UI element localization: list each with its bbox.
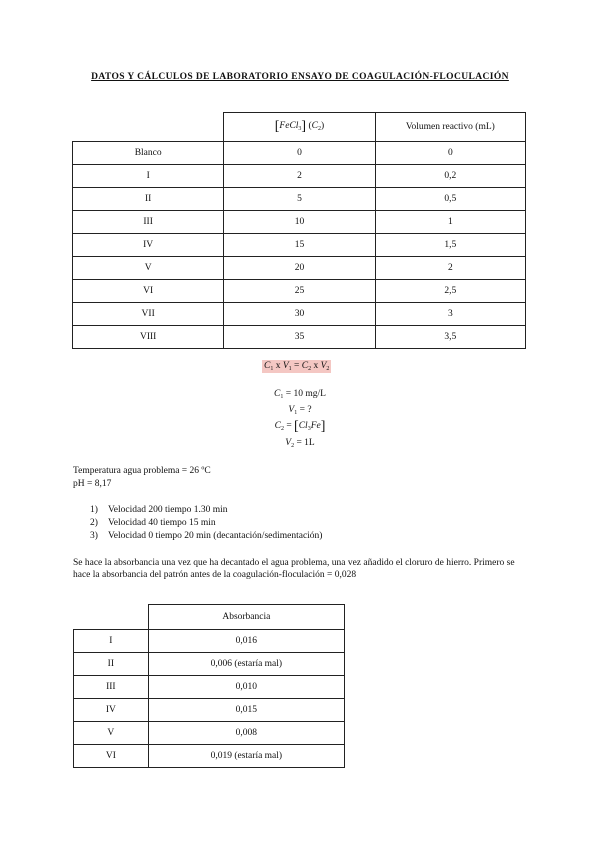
empty-header-cell: [74, 605, 149, 630]
absorbance-cell: 0,016: [148, 630, 344, 653]
sample-label: VII: [73, 303, 224, 326]
volume-cell: 3,5: [375, 326, 525, 349]
sample-label: I: [73, 165, 224, 188]
table-row: [74, 745, 345, 768]
absorbance-cell: 0,006 (estaría mal): [148, 653, 344, 676]
sample-label: Blanco: [73, 142, 224, 165]
table-row: [73, 142, 526, 165]
concentration-cell: 30: [224, 303, 375, 326]
sample-label: IV: [73, 234, 224, 257]
table-row: [74, 630, 345, 653]
sample-label: II: [74, 653, 149, 676]
sample-label: V: [74, 722, 149, 745]
temperature-line: Temperatura agua problema = 26 ºC: [73, 466, 211, 476]
volume-cell: 0,5: [375, 188, 525, 211]
sample-label: III: [73, 211, 224, 234]
table-row: [73, 188, 526, 211]
volume-cell: 2,5: [375, 280, 525, 303]
volume-cell: 3: [375, 303, 525, 326]
list-text: Velocidad 200 tiempo 1.30 min: [108, 505, 228, 515]
table-row: [73, 234, 526, 257]
absorbance-cell: 0,015: [148, 699, 344, 722]
list-text: Velocidad 0 tiempo 20 min (decantación/sedimentación): [108, 531, 323, 541]
concentration-cell: 2: [224, 165, 375, 188]
table-row: [73, 303, 526, 326]
absorbance-cell: 0,019 (estaría mal): [148, 745, 344, 768]
list-item: [90, 517, 216, 529]
table-row: [74, 676, 345, 699]
document-title: DATOS Y CÁLCULOS DE LABORATORIO ENSAYO DE COAGULACIÓN-FLOCULACIÓN: [91, 72, 509, 82]
concentration-cell: 5: [224, 188, 375, 211]
list-number: 2): [90, 518, 98, 528]
concentration-header: [FeCl$_3$] $(C_2)$: [224, 113, 375, 142]
list-item: [90, 530, 322, 542]
table-row: [73, 165, 526, 188]
formula-v2: $V_2 = 1L$: [285, 438, 315, 449]
table-row: [73, 326, 526, 349]
sample-label: II: [73, 188, 224, 211]
table-row: [73, 280, 526, 303]
concentration-cell: 35: [224, 326, 375, 349]
concentration-cell: 20: [224, 257, 375, 280]
absorbance-cell: 0,010: [148, 676, 344, 699]
table-row: [74, 699, 345, 722]
list-number: 1): [90, 505, 98, 515]
sample-label: III: [74, 676, 149, 699]
formula-v1: $V_1$ = ?: [288, 405, 312, 416]
empty-header-cell: [73, 113, 224, 142]
volume-cell: 0,2: [375, 165, 525, 188]
table-header-row: [74, 605, 345, 630]
table-row: [74, 653, 345, 676]
sample-label: VIII: [73, 326, 224, 349]
absorbance-header: Absorbancia: [148, 605, 344, 630]
sample-label: I: [74, 630, 149, 653]
volume-cell: 1: [375, 211, 525, 234]
list-number: 3): [90, 531, 98, 541]
volume-cell: 1,5: [375, 234, 525, 257]
concentration-cell: 10: [224, 211, 375, 234]
absorbance-cell: 0,008: [148, 722, 344, 745]
sample-label: V: [73, 257, 224, 280]
absorbance-table: [73, 604, 345, 768]
formula-c2: $C_2 = [Cl_3Fe]$: [274, 419, 326, 434]
volume-header: Volumen reactivo (mL): [375, 113, 525, 142]
list-item: [90, 504, 228, 516]
sample-label: IV: [74, 699, 149, 722]
table-row: [73, 257, 526, 280]
table-header-row: [73, 113, 526, 142]
concentration-cell: 15: [224, 234, 375, 257]
list-text: Velocidad 40 tiempo 15 min: [108, 518, 216, 528]
volume-cell: 2: [375, 257, 525, 280]
volume-cell: 0: [375, 142, 525, 165]
dilution-formula: $C_1$ x $V_1 = C_2$ x $V_2$: [264, 361, 330, 372]
concentration-cell: 0: [224, 142, 375, 165]
sample-label: VI: [73, 280, 224, 303]
table-row: [74, 722, 345, 745]
sample-label: VI: [74, 745, 149, 768]
formula-c1: $C_1 = 10$ mg/L: [274, 389, 326, 400]
coagulant-dose-table: [72, 112, 526, 349]
absorbance-paragraph: Se hace la absorbancia una vez que ha decantado el agua problema, una vez añadido el cloruro de hierro. Primero se hace la absorbancia del patrón antes de la coagulación-floculación = 0,028: [73, 558, 515, 580]
table-row: [73, 211, 526, 234]
concentration-cell: 25: [224, 280, 375, 303]
ph-line: pH = 8,17: [73, 479, 112, 489]
